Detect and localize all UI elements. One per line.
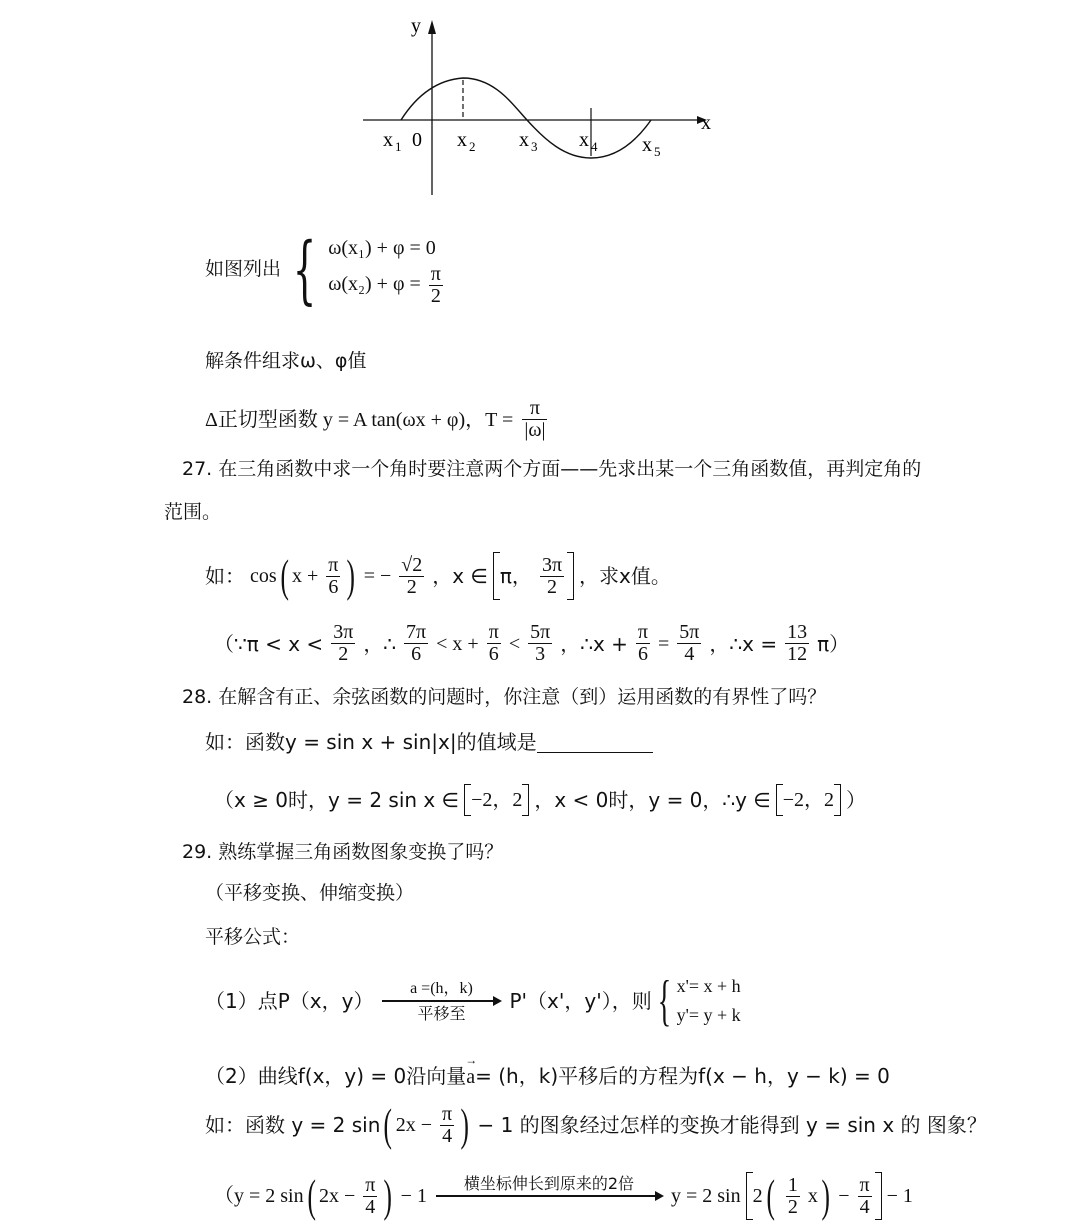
point-label-x3: [519, 129, 538, 154]
solve-note: 解条件组求ω、φ值: [205, 350, 367, 372]
x-axis-label: x: [701, 112, 711, 134]
system-prefix: 如图列出: [205, 258, 282, 280]
answer-blank: [537, 734, 653, 753]
system-equations: [205, 226, 446, 313]
translation-formula-1: （1）点P（x，y） a =(h，k) 平移至 P'（x'，y'），则 { x'= x + h y'= y + k: [205, 969, 741, 1032]
point-label-x2: [457, 129, 476, 154]
svg-text:2: 2: [469, 139, 476, 154]
q28-solution: （x ≥ 0时，y = 2 sin x ∈ −2，2 ，x < 0时，y = 0，∴y ∈ −2，2 ）: [214, 784, 866, 816]
point-label-x4: [579, 129, 598, 154]
q29-line2: （平移变换、伸缩变换）: [205, 882, 415, 904]
svg-text:3: 3: [531, 139, 538, 154]
svg-text:x: x: [579, 129, 589, 151]
system-eq-2: [328, 264, 446, 307]
translation-arrow: a =(h，k) 平移至: [382, 979, 500, 1023]
q27-line2: 范围。: [164, 501, 222, 523]
example-prefix: 如：: [205, 564, 245, 588]
period-fraction: $\frac{\pi}{|\omega|}$: [524, 397, 546, 441]
q29-example: 如：函数 y = 2 sin( 2x − $\frac{\pi}{4}$ ) − 1 的图象经过怎样的变换才能得到 y = sin x 的 图象？: [205, 1099, 987, 1150]
fraction: $\frac{\pi}{2}$: [430, 263, 441, 307]
system-eq-1: ω(x₁) + φ = 0: [328, 237, 436, 259]
svg-text:1: 1: [395, 139, 402, 154]
q29-solution: （y = 2 sin( 2x − $\frac{\pi}{4}$ ) − 1 横坐标伸长到原来的2倍 y = 2 sin 2( $\frac{1}{2}$ x) − $\frac{\pi}{4}$ − 1: [214, 1170, 913, 1221]
cos-label: cos: [250, 565, 277, 587]
origin-label: 0: [412, 129, 422, 151]
point-label-x1: [383, 129, 402, 154]
vector-a: → a: [466, 1067, 475, 1087]
translation-formula-2: （2）曲线f(x，y) = 0沿向量→ a= (h，k)平移后的方程为f(x − h，y − k) = 0: [205, 1066, 890, 1087]
sine-graph: [355, 10, 725, 200]
q27-solution: （∵π < x < $\frac{3\pi}{2}$ ，∴ $\frac{7\pi}{6}$ < x + $\frac{\pi}{6}$ < $\frac{5\pi}{3}$ ，∴x + $\frac{\pi}{6}$ = $\frac{5\pi}{4}$ ，∴x = $\frac{13}{12}$ π）: [214, 621, 850, 665]
system-eq-2-left: ω(x₂) + φ =: [328, 273, 421, 296]
left-brace: {: [292, 226, 317, 313]
y-axis-label: y: [411, 15, 421, 37]
q27-example: 如： cos( x + $\frac{\pi}{6}$ ) = − $\frac{√2}{2}$ ，x ∈ π， $\frac{3\pi}{2}$ ，求x值。: [205, 550, 671, 601]
point-label-x5: [642, 134, 661, 159]
svg-text:4: 4: [591, 139, 598, 154]
q29-line1: 29. 熟练掌握三角函数图象变换了吗？: [182, 841, 504, 863]
svg-text:x: x: [519, 129, 529, 151]
tan-formula-text: Δ正切型函数 y = A tan(ωx + φ)，T =: [205, 408, 514, 431]
q28-line1: 28. 在解含有正、余弦函数的问题时，你注意（到）运用函数的有界性了吗？: [182, 686, 827, 708]
tan-formula: [205, 398, 550, 441]
svg-text:x: x: [642, 134, 652, 156]
svg-text:x: x: [383, 129, 393, 151]
svg-text:5: 5: [654, 144, 661, 159]
svg-text:x: x: [457, 129, 467, 151]
q28-example: 如：函数y = sin x + sin|x|的值域是: [205, 732, 653, 753]
q29-line3: 平移公式：: [205, 926, 301, 948]
system-body: [328, 232, 446, 307]
q27-line1: 27. 在三角函数中求一个角时要注意两个方面——先求出某一个三角函数值，再判定角的: [182, 458, 922, 480]
